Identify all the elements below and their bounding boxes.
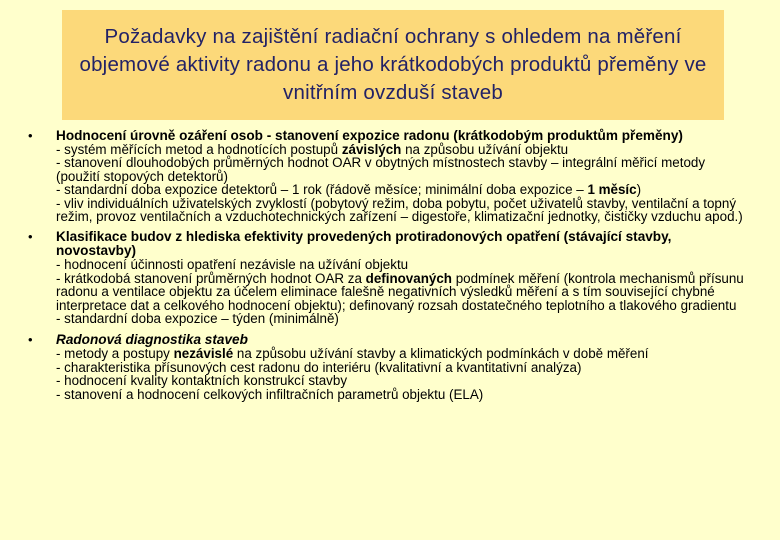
bullet-icon: • — [28, 128, 33, 143]
bullet-icon: • — [28, 229, 33, 245]
bullet-item — [28, 230, 748, 325]
item-line: - standardní doba expozice detektorů – 1 rok (řádově měsíce; minimální doba expozice – 1 měsíc) — [56, 182, 642, 198]
content-area — [28, 129, 748, 401]
title-box — [62, 10, 724, 120]
bullet-icon: • — [28, 332, 33, 348]
bullet-item — [28, 333, 748, 401]
bullet-list — [28, 129, 748, 401]
item-line: - stanovení dlouhodobých průměrných hodnot OAR v obytných místnostech stavby – integrální měřicí metody (použití stopových detektorů) — [56, 155, 706, 184]
item-line: - hodnocení účinnosti opatření nezávisle na užívání objektu — [56, 257, 409, 273]
item-line: - standardní doba expozice – týden (minimálně) — [56, 311, 339, 327]
bullet-item — [28, 129, 748, 223]
item-heading: Klasifikace budov z hlediska efektivity provedených protiradonových opatření (stávající stavby, novostavby) — [56, 229, 672, 259]
item-line: - charakteristika přísunových cest radonu do interiéru (kvalitativní a kvantitativní analýza) — [56, 359, 582, 375]
item-line: - krátkodobá stanovení průměrných hodnot OAR za definovaných podmínek měření (kontrola mechanismů přísunu radonu a ventilace objektu za účelem eliminace falešně negativních výsledků měření a s tím související chybné interpretace dat a celkového hodnocení objektu); definovaný rozsah dostatečného teplotního a tlakového gradientu — [56, 270, 744, 313]
item-heading: Hodnocení úrovně ozáření osob - stanovení expozice radonu (krátkodobým produktům přeměny) — [56, 128, 683, 143]
slide-title: Požadavky na zajištění radiační ochrany s ohledem na měření objemové aktivity radonu a jeho krátkodobých produktů přeměny ve vnitřním ovzduší staveb — [79, 25, 707, 104]
item-line: - metody a postupy nezávislé na způsobu užívání stavby a klimatických podmínkách v době měření — [56, 346, 649, 362]
item-line: - vliv individuálních uživatelských zvyklostí (pobytový režim, doba pobytu, počet uživatelů stavby, ventilační a topný režim, provoz ventilačních a vzduchotechnických zařízení – digestoře, klimatizační jednotky, čističky vzduchu apod.) — [56, 195, 743, 225]
item-line: - hodnocení kvality kontaktních konstrukcí stavby — [56, 373, 348, 389]
item-line: - stanovení a hodnocení celkových infiltračních parametrů objektu (ELA) — [56, 386, 484, 402]
item-line: - systém měřících metod a hodnotících postupů závislých na způsobu užívání objektu — [56, 142, 569, 157]
item-heading: Radonová diagnostika staveb — [56, 332, 248, 348]
